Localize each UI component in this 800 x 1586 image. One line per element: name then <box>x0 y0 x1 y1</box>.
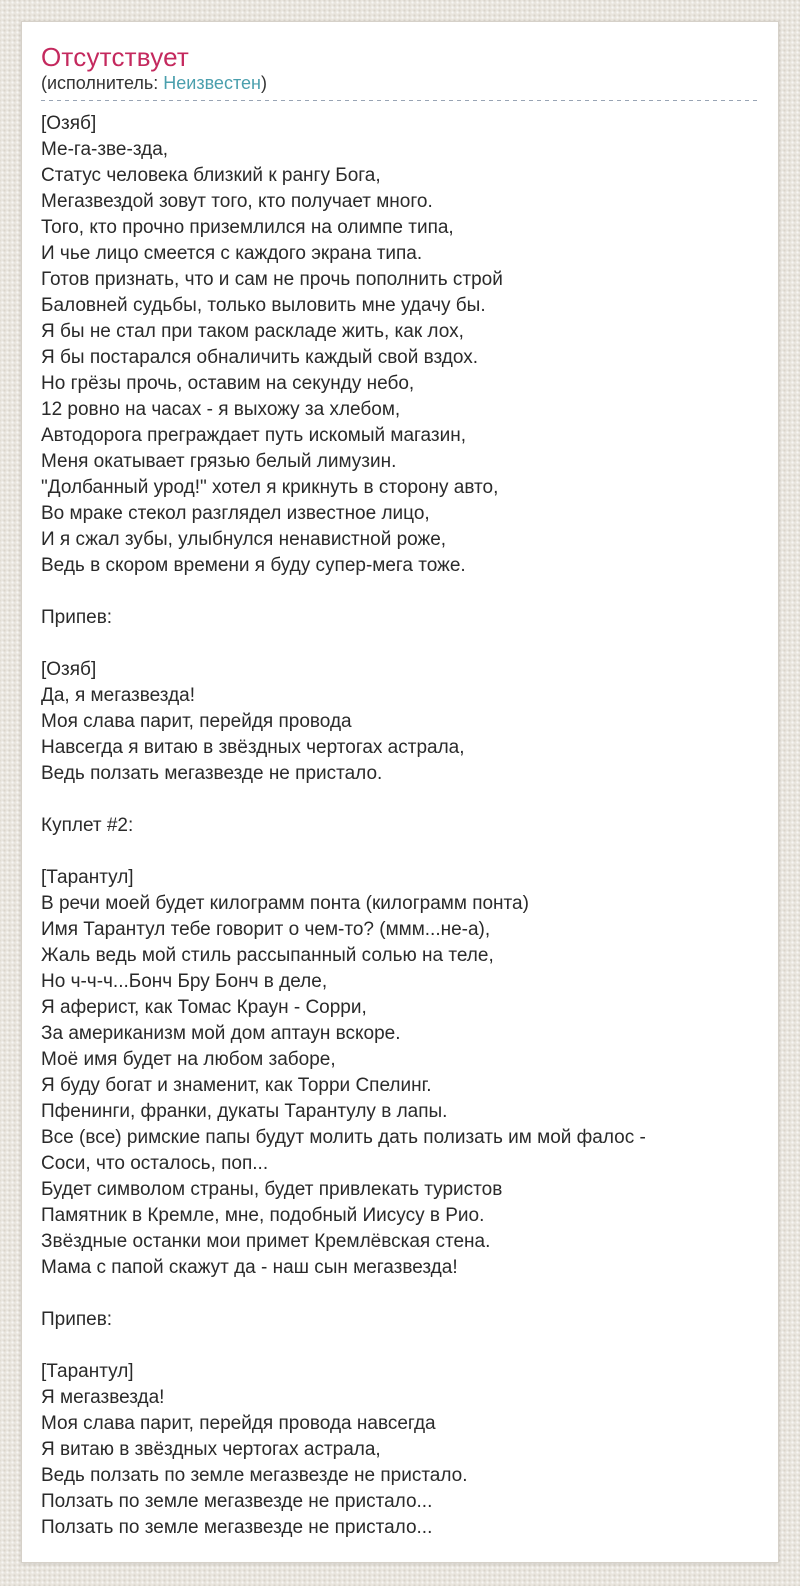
lyric-line: Я аферист, как Томас Краун - Сорри, <box>41 997 367 1018</box>
lyric-line: Куплет #2: <box>41 815 134 836</box>
lyric-line: Все (все) римские папы будут молить дать полизать им мой фалос - <box>41 1127 646 1148</box>
lyric-line: И я сжал зубы, улыбнулся ненавистной роже, <box>41 529 447 550</box>
lyrics-text <box>41 111 759 1541</box>
lyric-line: Будет символом страны, будет привлекать туристов <box>41 1179 503 1200</box>
lyric-line: Припев: <box>41 1309 113 1330</box>
lyric-line: Ведь ползать по земле мегазвезде не пристало. <box>41 1465 468 1486</box>
lyric-line: Мама с папой скажут да - наш сын мегазвезда! <box>41 1257 458 1278</box>
lyric-line: Моё имя будет на любом заборе, <box>41 1049 336 1070</box>
lyric-line: Ме-га-зве-зда, <box>41 139 169 160</box>
lyric-line: И чье лицо смеется с каждого экрана типа. <box>41 243 423 264</box>
lyric-line: Имя Тарантул тебе говорит о чем-то? (ммм...не-а), <box>41 919 491 940</box>
lyric-line: "Долбанный урод!" хотел я крикнуть в сторону авто, <box>41 477 499 498</box>
lyric-line: Моя слава парит, перейдя провода <box>41 711 352 732</box>
lyric-line: Баловней судьбы, только выловить мне удачу бы. <box>41 295 486 316</box>
lyric-line: [Тарантул] <box>41 1361 134 1382</box>
lyric-line <box>41 1333 759 1359</box>
lyric-line: Звёздные останки мои примет Кремлёвская стена. <box>41 1231 491 1252</box>
lyric-line <box>41 787 759 813</box>
lyric-line: Я бы не стал при таком раскладе жить, как лох, <box>41 321 464 342</box>
lyric-line: В речи моей будет килограмм понта (килограмм понта) <box>41 893 529 914</box>
lyric-line: Автодорога преграждает путь искомый магазин, <box>41 425 466 446</box>
artist-label: (исполнитель: <box>41 73 164 93</box>
lyric-line: Жаль ведь мой стиль рассыпанный солью на теле, <box>41 945 494 966</box>
lyric-line <box>41 579 759 605</box>
lyric-line: Меня окатывает грязью белый лимузин. <box>41 451 397 472</box>
lyric-line: Соси, что осталось, поп... <box>41 1153 269 1174</box>
lyric-line: Я бы постарался обналичить каждый свой вздох. <box>41 347 478 368</box>
lyric-line: Моя слава парит, перейдя провода навсегда <box>41 1413 436 1434</box>
lyric-line: Да, я мегазвезда! <box>41 685 196 706</box>
song-title: Отсутствует <box>41 42 190 72</box>
lyric-line: [Озяб] <box>41 113 97 134</box>
lyric-line: За американизм мой дом аптаун вскоре. <box>41 1023 401 1044</box>
lyric-line <box>41 839 759 865</box>
lyric-line: Навсегда я витаю в звёздных чертогах астрала, <box>41 737 465 758</box>
lyric-line: Пфенинги, франки, дукаты Тарантулу в лапы. <box>41 1101 448 1122</box>
lyric-line <box>41 1281 759 1307</box>
lyric-line: [Озяб] <box>41 659 97 680</box>
lyric-line: Я буду богат и знаменит, как Торри Спелинг. <box>41 1075 432 1096</box>
lyric-line <box>41 631 759 657</box>
lyric-line: Я витаю в звёздных чертогах астрала, <box>41 1439 381 1460</box>
artist-close-paren: ) <box>260 73 267 93</box>
lyric-line: Готов признать, что и сам не прочь пополнить строй <box>41 269 503 290</box>
lyric-line: [Тарантул] <box>41 867 134 888</box>
lyric-line: Во мраке стекол разглядел известное лицо, <box>41 503 430 524</box>
lyric-line: Мегазвездой зовут того, кто получает много. <box>41 191 433 212</box>
lyric-line: Памятник в Кремле, мне, подобный Иисусу в Рио. <box>41 1205 485 1226</box>
lyric-line: Ведь ползать мегазвезде не пристало. <box>41 763 383 784</box>
dashed-separator <box>41 100 759 101</box>
lyric-line: Ползать по земле мегазвезде не пристало... <box>41 1491 433 1512</box>
lyric-line: Статус человека близкий к рангу Бога, <box>41 165 381 186</box>
lyric-line: Но грёзы прочь, оставим на секунду небо, <box>41 373 415 394</box>
lyric-line: Но ч-ч-ч...Бонч Бру Бонч в деле, <box>41 971 328 992</box>
lyrics-card <box>21 21 779 1563</box>
lyric-line: Припев: <box>41 607 113 628</box>
lyric-line: Ползать по земле мегазвезде не пристало... <box>41 1517 433 1538</box>
artist-link[interactable]: Неизвестен <box>163 73 261 93</box>
lyric-line: Того, кто прочно приземлился на олимпе типа, <box>41 217 454 238</box>
artist-line <box>41 72 759 100</box>
lyric-line: Я мегазвезда! <box>41 1387 165 1408</box>
lyric-line: Ведь в скором времени я буду супер-мега тоже. <box>41 555 466 576</box>
lyric-line: 12 ровно на часах - я выхожу за хлебом, <box>41 399 401 420</box>
